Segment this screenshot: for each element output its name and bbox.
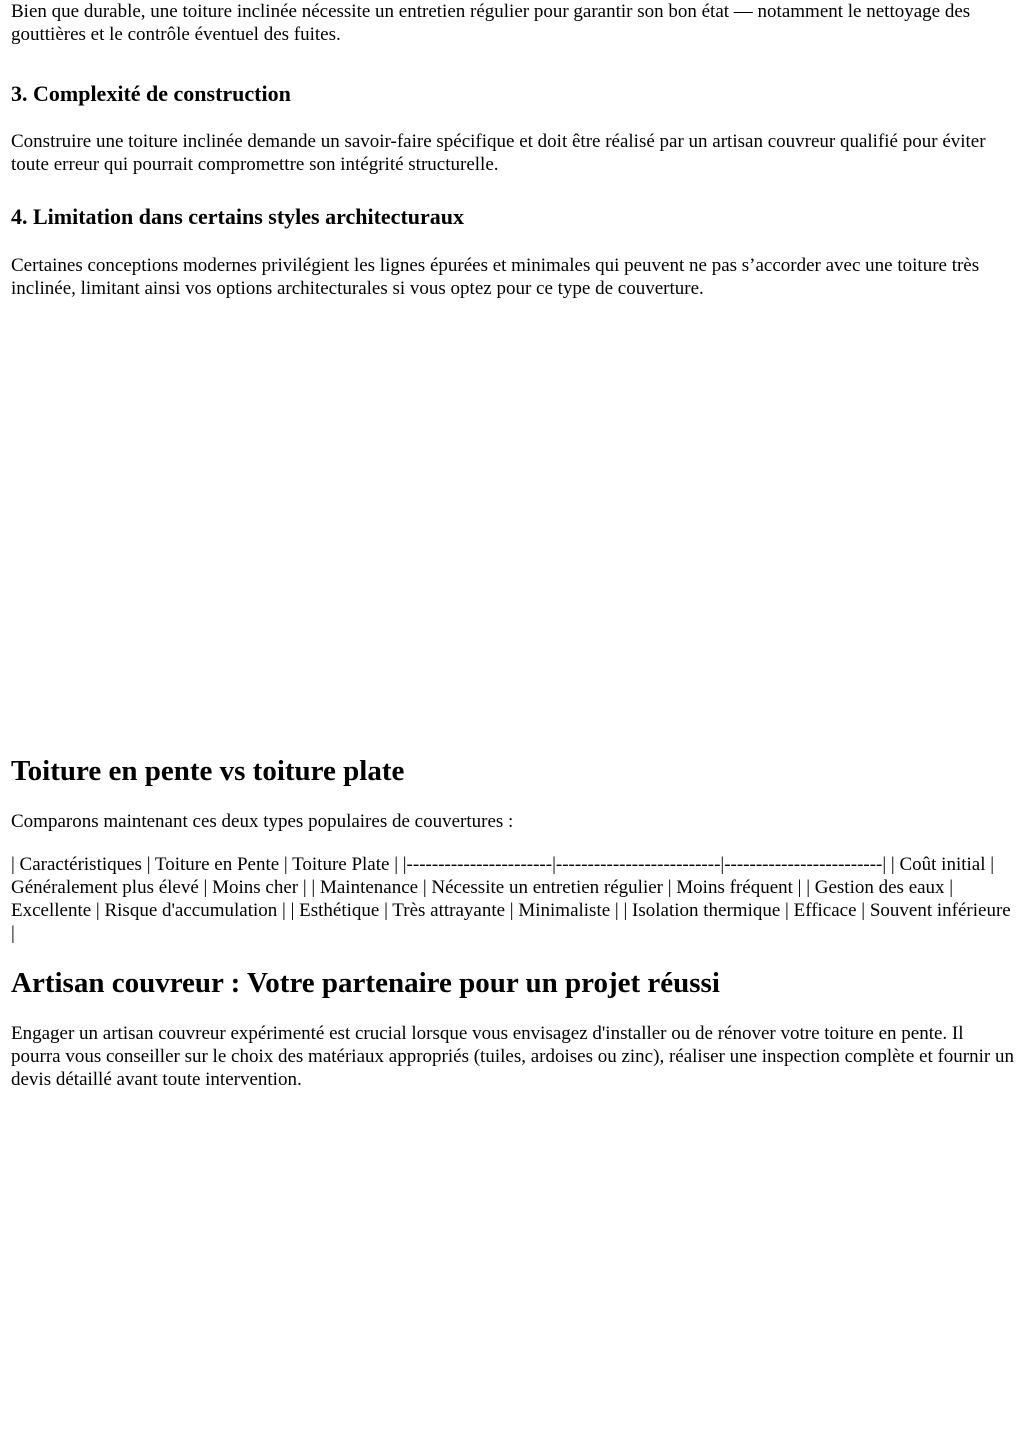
paragraph-comparons: Comparons maintenant ces deux types populaires de couvertures :	[11, 811, 514, 832]
heading-comparaison: Toiture en pente vs toiture plate	[11, 755, 405, 787]
section-paragraph-complexite: Construire une toiture inclinée demande un savoir-faire spécifique et doit être réalisé par un artisan couvreur qualifié pour éviter toute erreur qui pourrait compromettre son intégrité structurelle.	[11, 131, 986, 175]
section-paragraph-limitation: Certaines conceptions modernes privilégient les lignes épurées et minimales qui peuvent ne pas s’accorder avec une toiture très inclinée, limitant ainsi vos options architecturales si vous optez pour ce type de couverture.	[11, 255, 980, 299]
heading-artisan-couvreur: Artisan couvreur : Votre partenaire pour un projet réussi	[11, 967, 720, 999]
paragraph-artisan-couvreur: Engager un artisan couvreur expérimenté est crucial lorsque vous envisagez d'installer ou de rénover votre toiture en pente. Il pourra vous conseiller sur le choix des matériaux appropriés (tuiles, ardoises ou zinc), réaliser une inspection complète et fournir un devis détaillé avant toute intervention.	[11, 1023, 1014, 1090]
raw-markdown-table: | Caractéristiques | Toiture en Pente | Toiture Plate | |-----------------------|--------------------------|-------------------------| | Coût initial | Généralement plus élevé | Moins cher | | Maintenance | Nécessite un entretien régulier | Moins fréquent | | Gestion des eaux | Excellente | Risque d'accumulation | | Esthétique | Très attrayante | Minimaliste | | Isolation thermique | Efficace | Souvent inférieure |	[11, 854, 1011, 944]
section-heading-complexite: 3. Complexité de construction	[11, 81, 291, 106]
intro-paragraph: Bien que durable, une toiture inclinée nécessite un entretien régulier pour garantir son bon état — notamment le nettoyage des gouttières et le contrôle éventuel des fuites.	[11, 1, 971, 45]
blank-space	[11, 300, 1015, 754]
article-body	[11, 0, 1015, 1091]
section-heading-limitation: 4. Limitation dans certains styles architecturaux	[11, 204, 465, 229]
